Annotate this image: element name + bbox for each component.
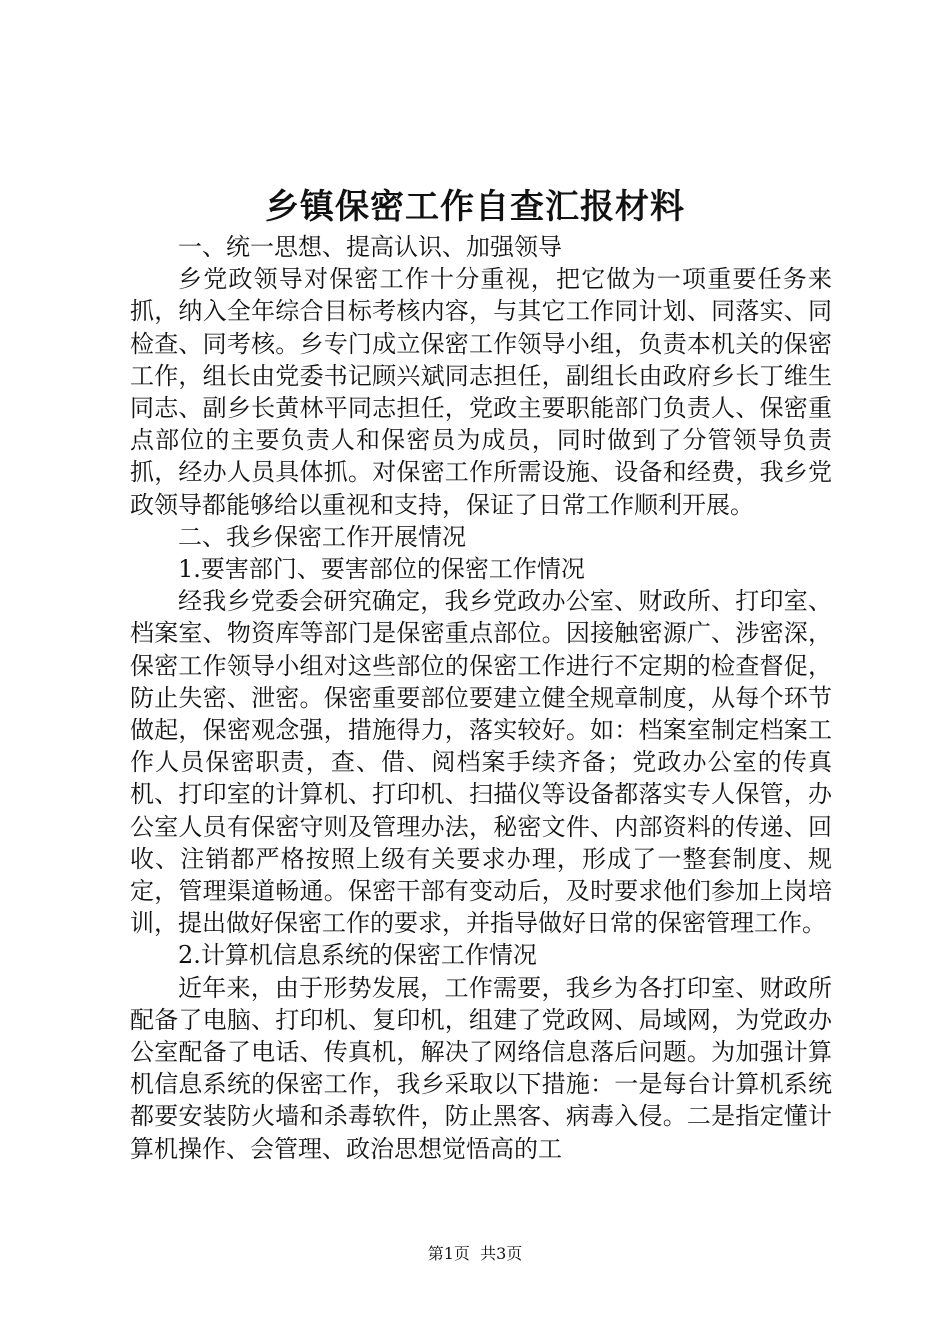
section-heading-1: 一、统一思想、提高认识、加强领导 <box>178 233 562 261</box>
page-footer <box>0 1242 950 1266</box>
document-title: 乡镇保密工作自查汇报材料 <box>265 187 685 227</box>
subsection-heading-2: 2.计算机信息系统的保密工作情况 <box>178 941 537 970</box>
section-heading-2: 二、我乡保密工作开展情况 <box>178 522 466 551</box>
subsection-heading-1: 1.要害部门、要害部位的保密工作情况 <box>178 555 585 584</box>
paragraph: 乡党政领导对保密工作十分重视，把它做为一项重要任务来抓，纳入全年综合目标考核内容，与其它工作同计划、同落实、同检查、同考核。乡专门成立保密工作领导小组，负责本机关的保密工作，组长由党委书记顾兴斌同志担任，副组长由政府乡长丁维生同志、副乡长黄林平同志担任，党政主要职能部门负责人、保密重点部位的主要负责人和保密员为成员，同时做到了分管领导负责抓，经办人员具体抓。对保密工作所需设施、设备和经费，我乡党政领导都能够给以重视和支持，保证了日常工作顺利开展。 <box>130 265 832 519</box>
document-body <box>130 231 832 1165</box>
page-number: 第1页 共3页 <box>427 1244 523 1263</box>
paragraph: 经我乡党委会研究确定，我乡党政办公室、财政所、打印室、档案室、物资库等部门是保密重点部位。因接触密源广、涉密深，保密工作领导小组对这些部位的保密工作进行不定期的检查督促，防止失密、泄密。保密重要部位要建立健全规章制度，从每个环节做起，保密观念强，措施得力，落实较好。如：档案室制定档案工作人员保密职责，查、借、阅档案手续齐备；党政办公室的传真机、打印室的计算机、打印机、扫描仪等设备都落实专人保管，办公室人员有保密守则及管理办法，秘密文件、内部资料的传递、回收、注销都严格按照上级有关要求办理，形成了一整套制度、规定，管理渠道畅通。保密干部有变动后，及时要求他们参加上岗培训，提出做好保密工作的要求，并指导做好日常的保密管理工作。 <box>130 587 832 938</box>
paragraph: 近年来，由于形势发展，工作需要，我乡为各打印室、财政所配备了电脑、打印机、复印机，组建了党政网、局域网，为党政办公室配备了电话、传真机，解决了网络信息落后问题。为加强计算机信息系统的保密工作，我乡采取以下措施：一是每台计算机系统都要安装防火墙和杀毒软件，防止黑客、病毒入侵。二是指定懂计算机操作、会管理、政治思想觉悟高的工 <box>130 973 832 1163</box>
